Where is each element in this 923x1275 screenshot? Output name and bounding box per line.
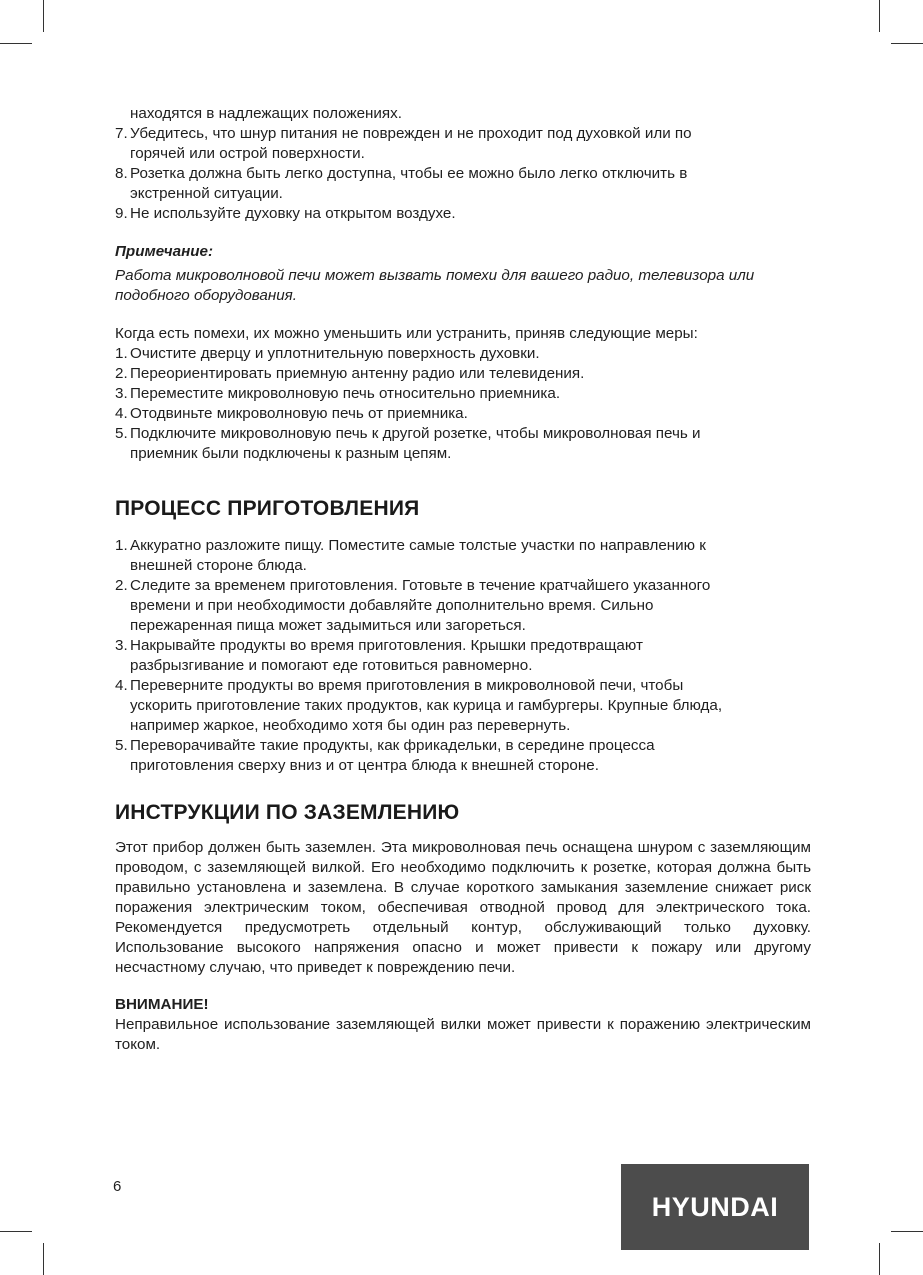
continuation-text: находятся в надлежащих положениях. bbox=[130, 105, 402, 122]
list-item: 7. Убедитесь, что шнур питания не поврежден и не проходит под духовкой или по bbox=[115, 125, 692, 142]
crop-mark bbox=[0, 1231, 32, 1232]
crop-mark bbox=[0, 43, 32, 44]
interference-list bbox=[115, 344, 811, 464]
list-item: 1. Аккуратно разложите пищу. Поместите самые толстые участки по направлению к bbox=[115, 537, 706, 554]
list-item-continuation: разбрызгивание и помогают еде готовиться равномерно. bbox=[130, 657, 533, 674]
page-number: 6 bbox=[113, 1178, 122, 1195]
list-item-continuation: приемник были подключены к разным цепям. bbox=[130, 445, 452, 462]
list-item: 3. Накрывайте продукты во время приготовления. Крышки предотвращают bbox=[115, 637, 643, 654]
list-item-continuation: горячей или острой поверхности. bbox=[130, 145, 365, 162]
section-heading-grounding: ИНСТРУКЦИИ ПО ЗАЗЕМЛЕНИЮ bbox=[115, 801, 460, 824]
interference-intro: Когда есть помехи, их можно уменьшить или устранить, приняв следующие меры: bbox=[115, 325, 698, 342]
crop-mark bbox=[879, 1243, 880, 1275]
list-item-continuation: пережаренная пища может задымиться или загореться. bbox=[130, 617, 526, 634]
brand-logo-text: HYUNDAI bbox=[651, 1191, 779, 1222]
list-item-continuation: времени и при необходимости добавляйте дополнительно время. Сильно bbox=[130, 597, 654, 614]
list-item-continuation: ускорить приготовление таких продуктов, как курица и гамбургеры. Крупные блюда, bbox=[130, 697, 723, 714]
section-heading-cooking: ПРОЦЕСС ПРИГОТОВЛЕНИЯ bbox=[115, 497, 420, 520]
page-content bbox=[115, 104, 811, 1055]
brand-logo bbox=[621, 1164, 809, 1250]
list-item: 1. Очистите дверцу и уплотнительную поверхность духовки. bbox=[115, 345, 540, 362]
list-item: 9. Не используйте духовку на открытом воздухе. bbox=[115, 205, 456, 222]
crop-mark bbox=[879, 0, 880, 32]
list-item: 2. Переориентировать приемную антенну радио или телевидения. bbox=[115, 365, 585, 382]
cooking-list bbox=[115, 536, 811, 776]
list-item-continuation: например жаркое, необходимо хотя бы один раз перевернуть. bbox=[130, 717, 571, 734]
grounding-body: Этот прибор должен быть заземлен. Эта микроволновая печь оснащена шнуром с заземляющим проводом, с заземляющей вилкой. Его необходимо подключить к розетке, которая должна быть правильно установлена и заземлена. В случае короткого замыкания заземление снижает риск поражения электрическим током, обеспечивая отводной провод для электрического тока. Рекомендуется предусмотреть отдельный контур, обслуживающий только духовку. Использование высокого напряжения опасно и может привести к пожару или другому несчастному случаю, что приведет к повреждению печи. bbox=[115, 839, 811, 976]
list-item-continuation: экстренной ситуации. bbox=[130, 185, 283, 202]
note-body: Работа микроволновой печи может вызвать помехи для вашего радио, телевизора или подобного оборудования. bbox=[115, 267, 755, 304]
list-item: 8. Розетка должна быть легко доступна, чтобы ее можно было легко отключить в bbox=[115, 165, 688, 182]
crop-mark bbox=[891, 43, 923, 44]
list-item: 5. Переворачивайте такие продукты, как фрикадельки, в середине процесса bbox=[115, 737, 655, 754]
crop-mark bbox=[891, 1231, 923, 1232]
list-item: 5. Подключите микроволновую печь к другой розетке, чтобы микроволновая печь и bbox=[115, 425, 701, 442]
warning-heading: ВНИМАНИЕ! bbox=[115, 996, 209, 1013]
safety-list bbox=[115, 124, 811, 224]
crop-mark bbox=[43, 1243, 44, 1275]
list-item: 2. Следите за временем приготовления. Готовьте в течение кратчайшего указанного bbox=[115, 577, 711, 594]
note-heading: Примечание: bbox=[115, 243, 214, 260]
list-item-continuation: приготовления сверху вниз и от центра блюда к внешней стороне. bbox=[130, 757, 599, 774]
list-item: 4. Переверните продукты во время приготовления в микроволновой печи, чтобы bbox=[115, 677, 684, 694]
list-item-continuation: внешней стороне блюда. bbox=[130, 557, 307, 574]
crop-mark bbox=[43, 0, 44, 32]
warning-body: Неправильное использование заземляющей вилки может привести к поражению электрическим током. bbox=[115, 1016, 811, 1053]
list-item: 3. Переместите микроволновую печь относительно приемника. bbox=[115, 385, 561, 402]
list-item: 4. Отодвиньте микроволновую печь от приемника. bbox=[115, 405, 468, 422]
